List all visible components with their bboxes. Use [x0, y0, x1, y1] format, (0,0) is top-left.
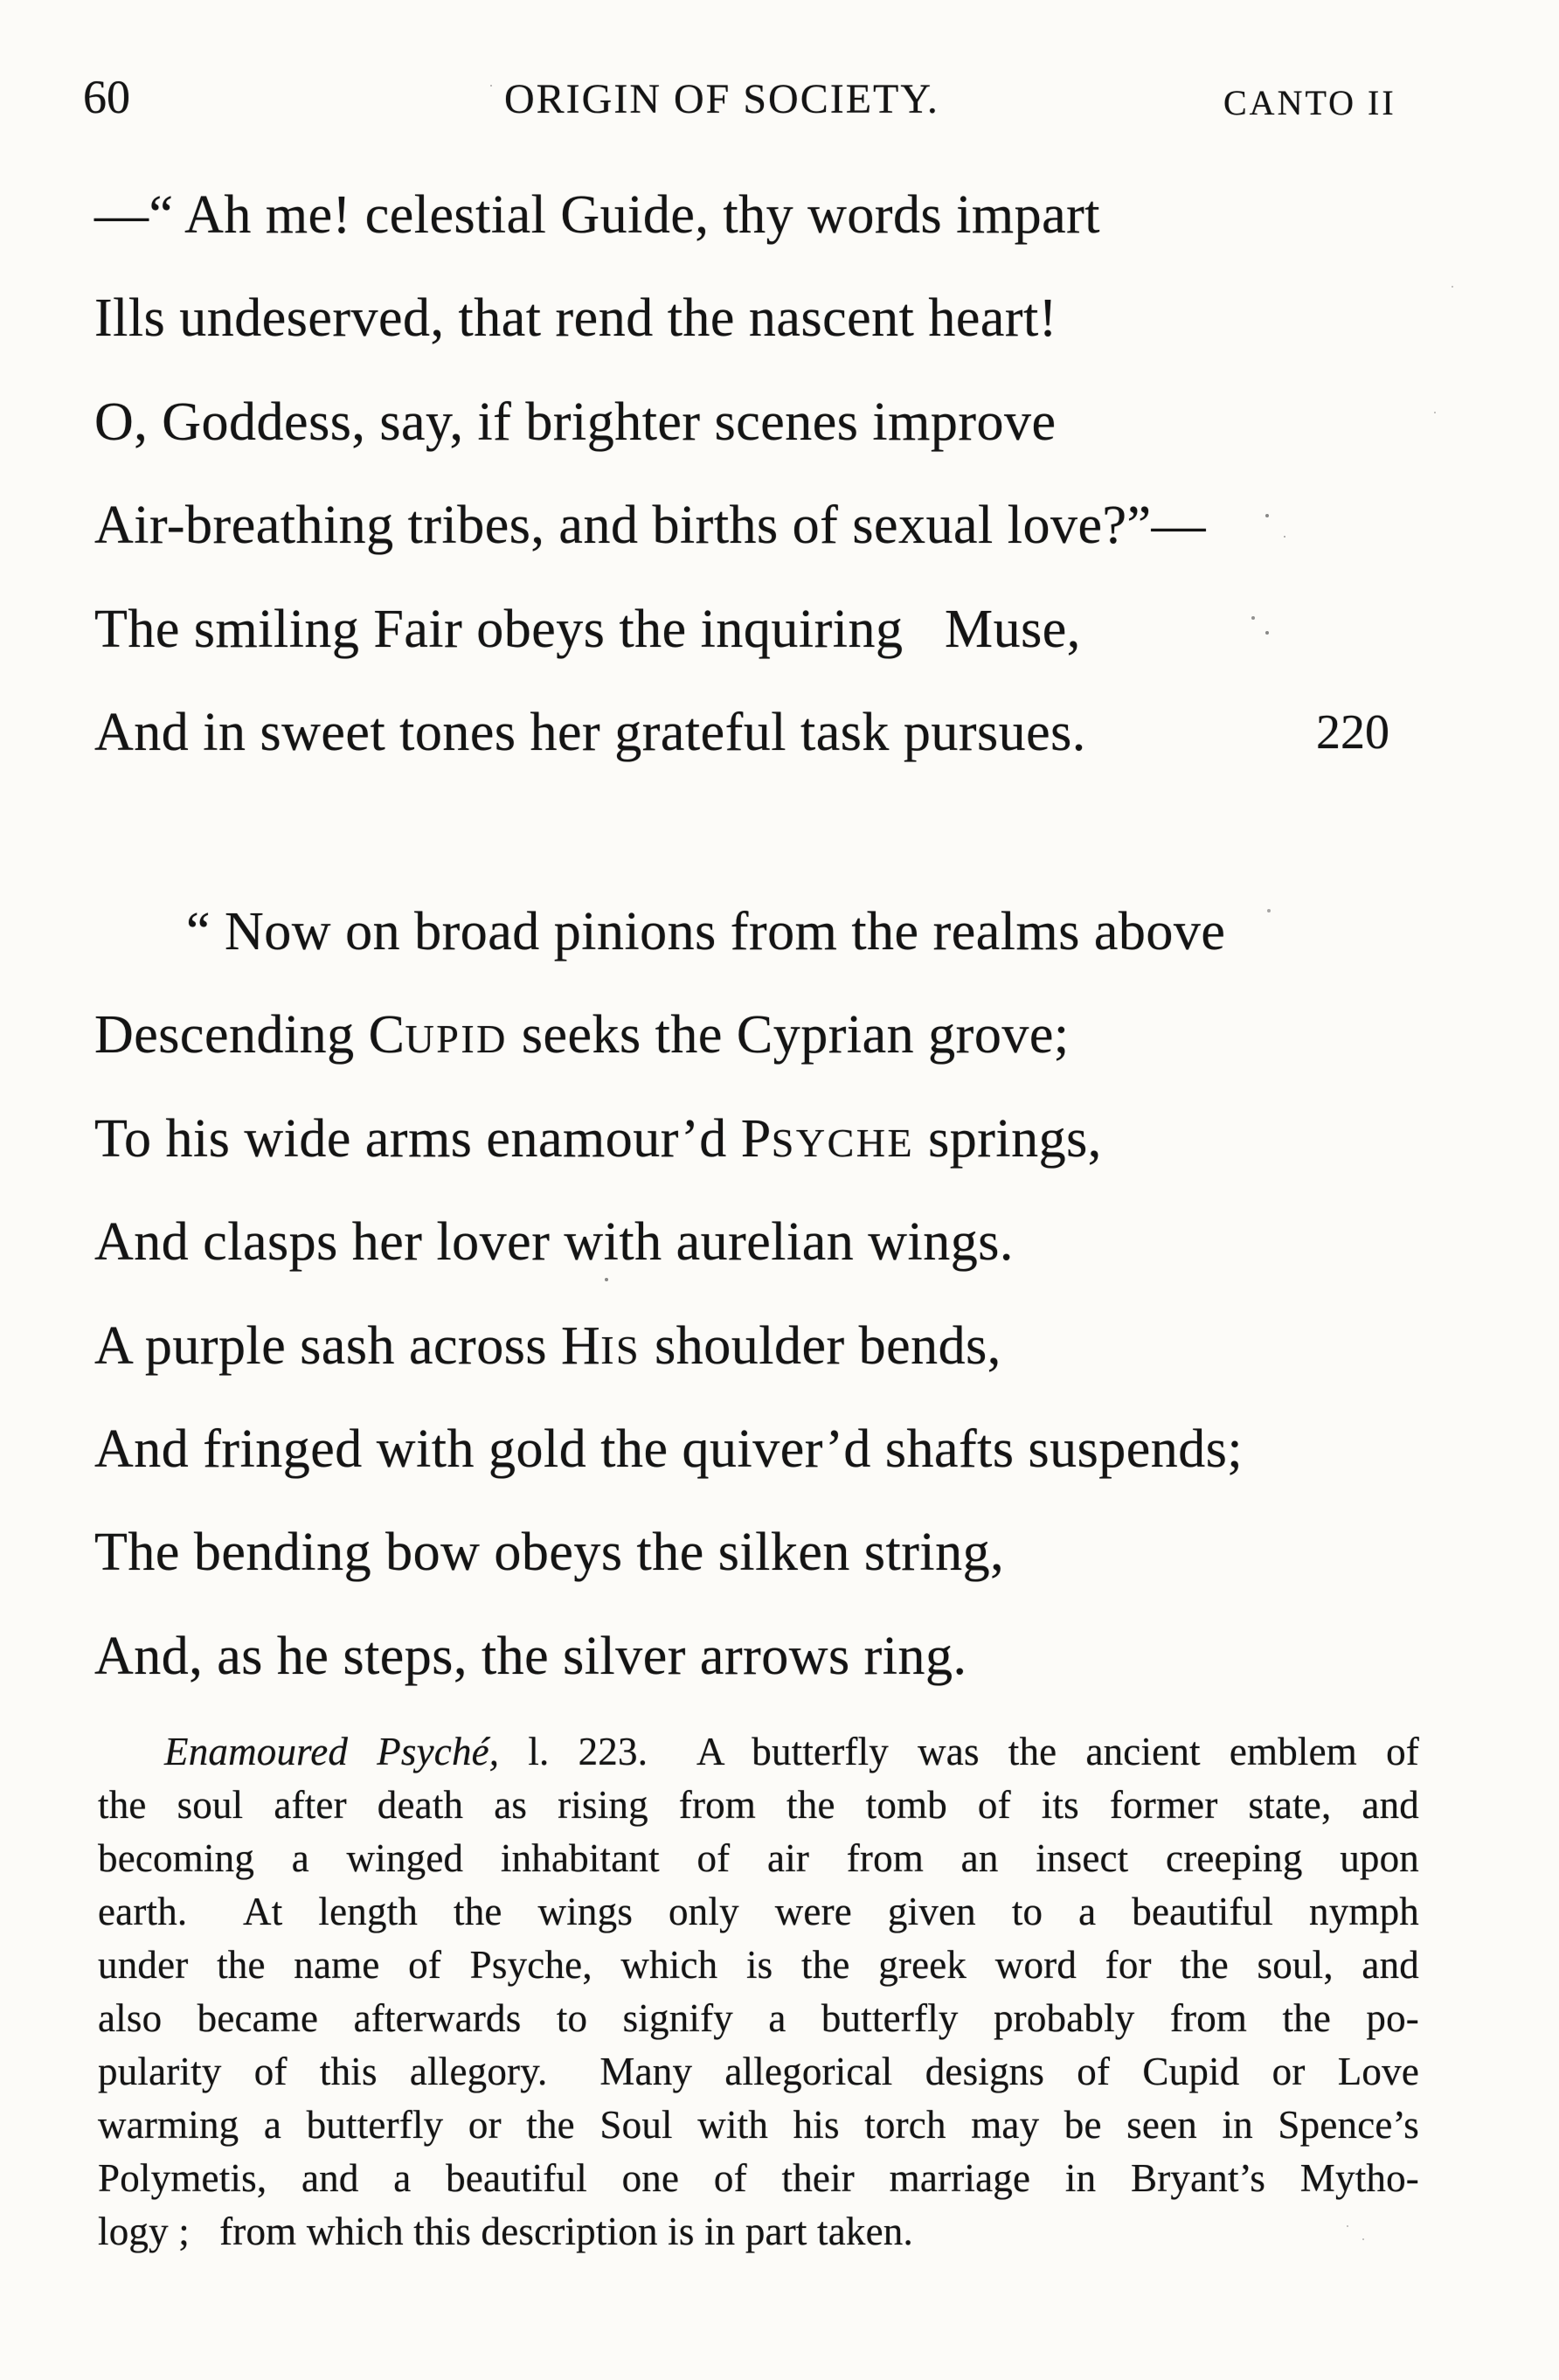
canto-label: CANTO II	[1223, 83, 1396, 122]
text-segment: springs,	[914, 1108, 1102, 1169]
poem-line	[94, 1002, 1070, 1072]
text-segment: The smiling Fair obeys the inquiring Muse,	[94, 599, 1081, 659]
text-segment: earth. At length the wings only were given to a beautiful nymph	[98, 1890, 1419, 1933]
running-title: ORIGIN OF SOCIETY.	[504, 76, 939, 122]
poem-line	[94, 492, 1206, 559]
text-segment: under the name of Psyche, which is the greek word for the soul, and	[98, 1943, 1419, 1987]
page-number: 60	[83, 71, 130, 123]
text-segment: Ills undeserved, that rend the nascent heart!	[94, 288, 1057, 349]
text-segment: O, Goddess, say, if brighter scenes improve	[94, 392, 1057, 452]
poem-line	[94, 285, 1057, 351]
text-segment: logy ; from which this description is in part taken.	[98, 2210, 913, 2253]
text-segment: becoming a winged inhabitant of air from an insect creeping upon	[98, 1836, 1419, 1880]
text-segment: And clasps her lover with aurelian wings.	[94, 1212, 1014, 1273]
poem-line	[94, 1623, 967, 1690]
text-segment: pularity of this allegory. Many allegorical designs of Cupid or Love	[98, 2050, 1419, 2093]
text-segment: IS	[600, 1327, 641, 1372]
poem-line	[94, 1106, 1102, 1176]
text-segment: A purple sash across H	[94, 1315, 601, 1376]
text-segment: Polymetis, and a beautiful one of their marriage in Bryant’s Mytho-	[98, 2156, 1419, 2200]
footnote-line	[98, 2047, 1419, 2096]
text-segment: also became afterwards to signify a butterfly probably from the po-	[98, 1996, 1419, 2040]
text-segment: seeks the Cyprian grove;	[507, 1005, 1070, 1065]
footnote-line	[98, 1994, 1419, 2043]
text-segment: “ Now on broad pinions from the realms above	[186, 902, 1226, 961]
poem-line	[94, 182, 1100, 248]
text-segment: the soul after death as rising from the tomb of its former state, and	[98, 1783, 1419, 1827]
text-segment: SYCHE	[771, 1120, 915, 1165]
poem-line	[186, 899, 1225, 965]
footnote-line	[98, 1887, 1419, 1936]
text-segment: And, as he steps, the silver arrows ring.	[94, 1626, 967, 1686]
footnote-line	[98, 1727, 1419, 1776]
poem-line	[94, 1313, 1001, 1384]
text-segment: l. 223. A butterfly was the ancient emblem of	[499, 1730, 1419, 1773]
text-segment: —“ Ah me! celestial Guide, thy words impart	[94, 185, 1101, 245]
poem-line	[94, 596, 1081, 663]
poem-line	[94, 1519, 1004, 1586]
text-segment: UPID	[405, 1017, 508, 1062]
scan-artifact	[1265, 514, 1269, 517]
footnote-line	[98, 2154, 1419, 2203]
footnote-line	[98, 2207, 1419, 2256]
text-segment: shoulder bends,	[641, 1315, 1001, 1376]
poem-line	[94, 389, 1057, 455]
poem-line-number: 220	[1316, 705, 1389, 760]
text-segment: Enamoured Psyché,	[164, 1730, 500, 1773]
text-segment: Descending C	[94, 1005, 405, 1065]
footnote-line	[98, 1780, 1419, 1829]
footnote-line	[98, 1940, 1419, 1989]
text-segment: The bending bow obeys the silken string,	[94, 1523, 1005, 1583]
poem-line	[94, 699, 1086, 766]
footnote-line	[98, 1834, 1419, 1883]
footnote-line	[98, 2100, 1419, 2149]
poem-line	[94, 1209, 1014, 1275]
text-segment: Air-breathing tribes, and births of sexual love?”—	[94, 496, 1206, 556]
poem-line	[94, 1416, 1243, 1482]
text-segment: To his wide arms enamour’d P	[94, 1108, 772, 1169]
text-segment: And in sweet tones her grateful task pursues.	[94, 703, 1086, 762]
text-segment: warming a butterfly or the Soul with his torch may be seen in Spence’s	[98, 2103, 1419, 2147]
text-segment: And fringed with gold the quiver’d shafts suspends;	[94, 1419, 1244, 1479]
